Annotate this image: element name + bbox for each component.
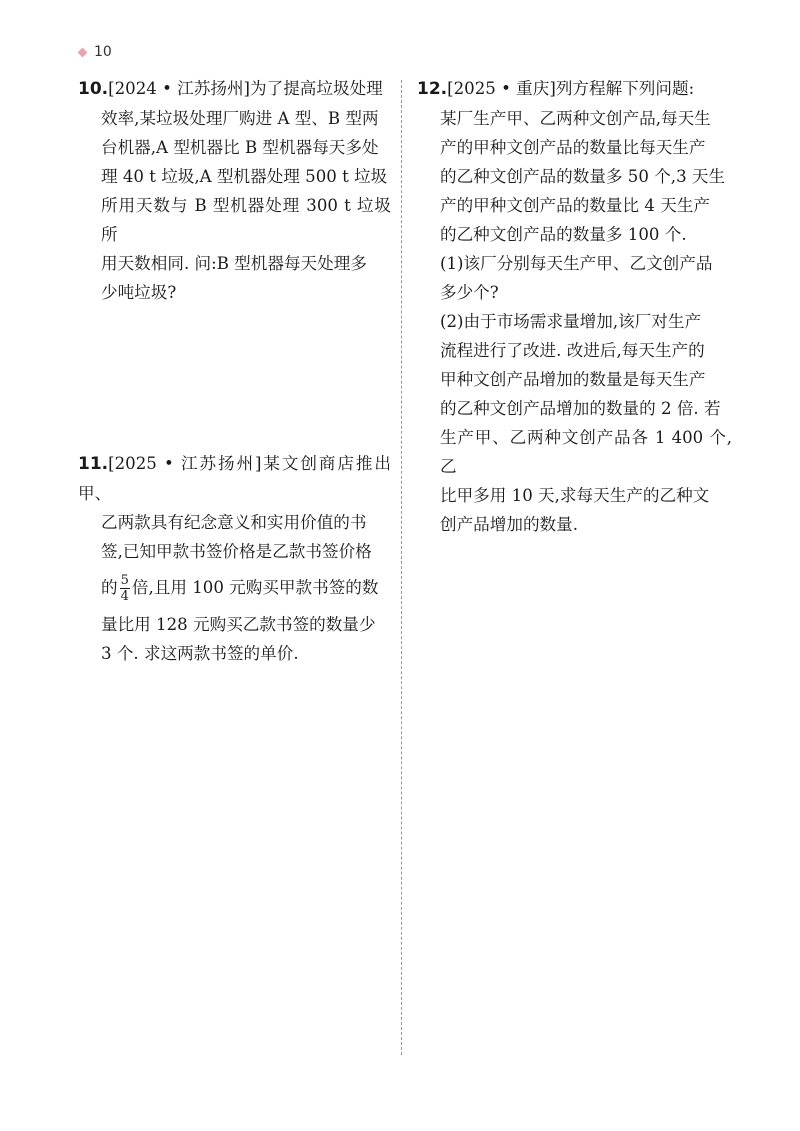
subquestion-2: (2)由于市场需求量增加,该厂对生产 [440,312,702,331]
problem-10 [78,74,391,307]
fraction-denominator: 4 [120,589,129,604]
problem-11 [78,449,391,668]
subquestion-1-cont: 多少个? [440,283,499,302]
problem-text: 的乙种文创产品的数量多 50 个,3 天生 [440,167,726,186]
problem-text: 签,已知甲款书签价格是乙款书签价格 [101,542,372,561]
fraction-numerator: 5 [120,573,129,588]
problem-text: 某厂生产甲、乙两种文创产品,每天生 [440,109,711,128]
problem-text: 3 个. 求这两款书签的单价. [101,644,299,663]
problem-text: 产的甲种文创产品的数量比每天生产 [440,138,706,157]
problem-source: [2025 • 江苏扬州] [108,454,262,473]
problem-source: [2024 • 江苏扬州] [108,79,251,98]
subquestion-2-cont: 生产甲、乙两种文创产品各 1 400 个,乙 [440,428,732,476]
problem-text: 效率,某垃圾处理厂购进 A 型、B 型两 [101,109,379,128]
subquestion-2-cont: 比甲多用 10 天,求每天生产的乙种文 [440,486,710,505]
page-number [79,44,112,60]
problem-number: 10. [78,79,109,99]
problem-number: 12. [417,79,448,99]
problem-text: 为了提高垃圾处理 [250,79,383,98]
problem-12 [417,74,732,539]
page-number-text: 10 [94,44,112,60]
diamond-icon [78,47,88,57]
problem-text: 的乙种文创产品的数量多 100 个. [440,225,687,244]
subquestion-2-cont: 的乙种文创产品增加的数量的 2 倍. 若 [440,399,721,418]
problem-text: 乙两款具有纪念意义和实用价值的书 [101,513,367,532]
problem-text: 列方程解下列问题: [555,79,695,98]
problem-source: [2025 • 重庆] [447,79,556,98]
subquestion-1: (1)该厂分别每天生产甲、乙文创产品 [440,254,713,273]
subquestion-2-cont: 流程进行了改进. 改进后,每天生产的 [440,341,705,360]
problem-text: 量比用 128 元购买乙款书签的数量少 [101,615,376,634]
problem-text: 某文创商店推出甲、 [78,454,392,503]
fraction [120,573,130,604]
problem-number: 11. [78,454,109,474]
problem-text: 的 [101,578,118,597]
problem-text: 倍,且用 100 元购买甲款书签的数 [131,578,379,597]
column-divider [401,80,402,1055]
problem-text: 台机器,A 型机器比 B 型机器每天多处 [101,138,379,157]
problem-text: 少吨垃圾? [101,283,177,302]
subquestion-2-cont: 甲种文创产品增加的数量是每天生产 [440,370,706,389]
subquestion-2-cont: 创产品增加的数量. [440,515,579,534]
problem-text: 所用天数与 B 型机器处理 300 t 垃圾所 [101,196,391,244]
problem-text: 理 40 t 垃圾,A 型机器处理 500 t 垃圾 [101,167,388,186]
problem-text: 产的甲种文创产品的数量比 4 天生产 [440,196,711,215]
problem-text: 用天数相同. 问:B 型机器每天处理多 [101,254,367,273]
